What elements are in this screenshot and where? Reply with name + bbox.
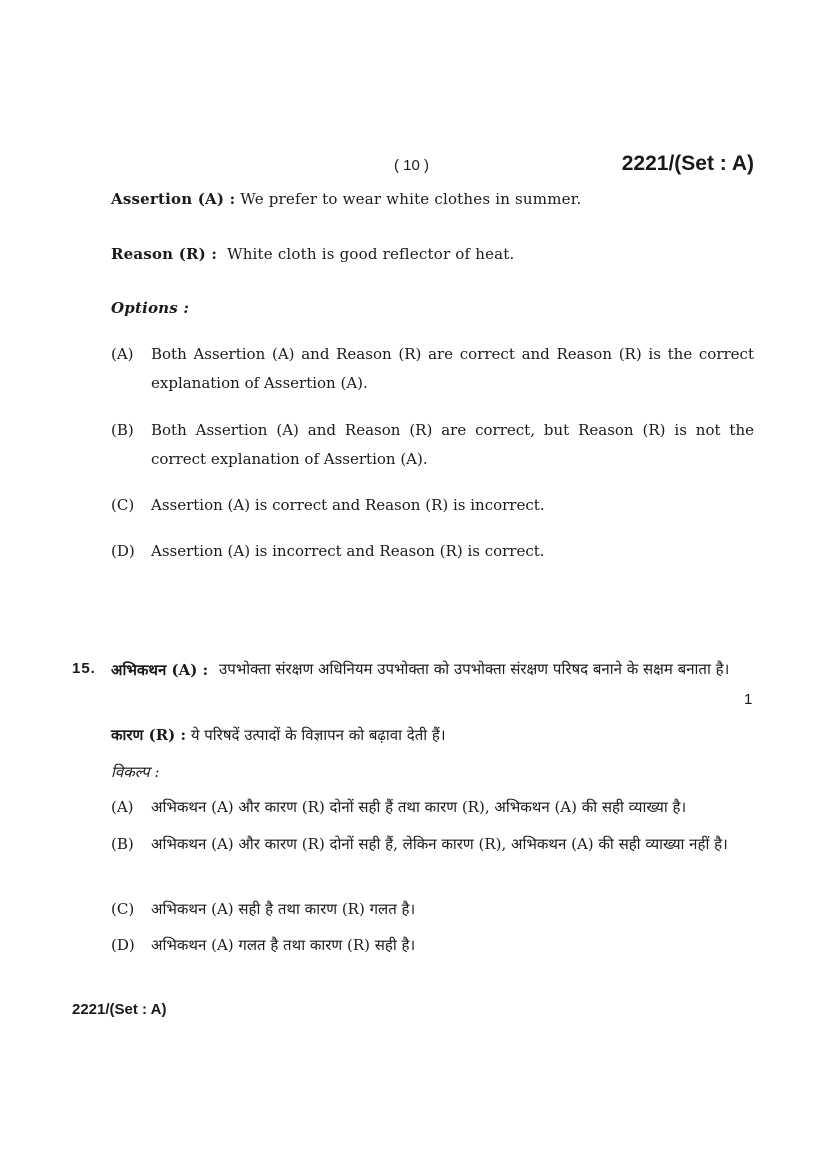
q14-assertion-text: We prefer to wear white clothes in summer. xyxy=(240,190,582,208)
q14-reason-label: Reason (R) : xyxy=(111,245,218,263)
option-letter: (D) xyxy=(111,936,135,954)
set-code-header: 2221/(Set : A) xyxy=(621,152,754,175)
option-text: अभिकथन (A) सही है तथा कारण (R) गलत है। xyxy=(151,900,416,918)
q15-option-c xyxy=(111,895,754,924)
q14-options-heading: Options : xyxy=(111,299,190,317)
set-code-footer: 2221/(Set : A) xyxy=(72,1001,167,1018)
q14-assertion xyxy=(111,190,581,208)
q14-option-b xyxy=(111,416,754,474)
option-letter: (B) xyxy=(111,835,134,853)
q14-option-c xyxy=(111,491,754,520)
q14-reason-text: White cloth is good reflector of heat. xyxy=(227,245,515,263)
option-text: Assertion (A) is correct and Reason (R) is incorrect. xyxy=(151,496,545,514)
option-text: Assertion (A) is incorrect and Reason (R) is correct. xyxy=(151,542,545,560)
option-letter: (C) xyxy=(111,900,135,918)
q15-assertion-label: अभिकथन (A) : xyxy=(111,661,209,679)
q15-assertion-text: उपभोक्ता संरक्षण अधिनियम उपभोक्ता को उपभोक्ता संरक्षण परिषद बनाने के सक्षम बनाता है। xyxy=(219,660,730,678)
q15-number: 15. xyxy=(72,660,96,677)
q15-reason-label: कारण (R) : xyxy=(111,726,187,744)
q15-option-d xyxy=(111,931,754,960)
q15-reason-text: ये परिषदें उत्पादों के विज्ञापन को बढ़ावा देती हैं। xyxy=(190,726,446,744)
q14-option-a xyxy=(111,340,754,398)
q14-assertion-label: Assertion (A) : xyxy=(111,190,236,208)
option-letter: (D) xyxy=(111,542,135,560)
option-text: अभिकथन (A) और कारण (R) दोनों सही हैं तथा कारण (R), अभिकथन (A) की सही व्याख्या है। xyxy=(151,798,687,816)
option-letter: (C) xyxy=(111,496,135,514)
q15-option-a xyxy=(111,793,754,822)
q15-reason xyxy=(111,725,446,745)
page-number: ( 10 ) xyxy=(394,157,430,174)
option-letter: (A) xyxy=(111,345,134,363)
option-letter: (A) xyxy=(111,798,134,816)
q14-option-d xyxy=(111,537,754,566)
q14-reason xyxy=(111,245,515,263)
q15-option-b xyxy=(111,830,754,859)
option-text: अभिकथन (A) और कारण (R) दोनों सही हैं, लेकिन कारण (R), अभिकथन (A) की सही व्याख्या नहीं है। xyxy=(151,835,728,853)
q15-marks: 1 xyxy=(744,691,753,708)
option-text: Both Assertion (A) and Reason (R) are correct and Reason (R) is the correct explanation of Assertion (A). xyxy=(151,345,754,392)
option-text: अभिकथन (A) गलत है तथा कारण (R) सही है। xyxy=(151,936,416,954)
option-letter: (B) xyxy=(111,421,134,439)
q15-options-heading: विकल्प : xyxy=(111,763,160,781)
option-text: Both Assertion (A) and Reason (R) are correct, but Reason (R) is not the correct explanation of Assertion (A). xyxy=(151,421,754,468)
